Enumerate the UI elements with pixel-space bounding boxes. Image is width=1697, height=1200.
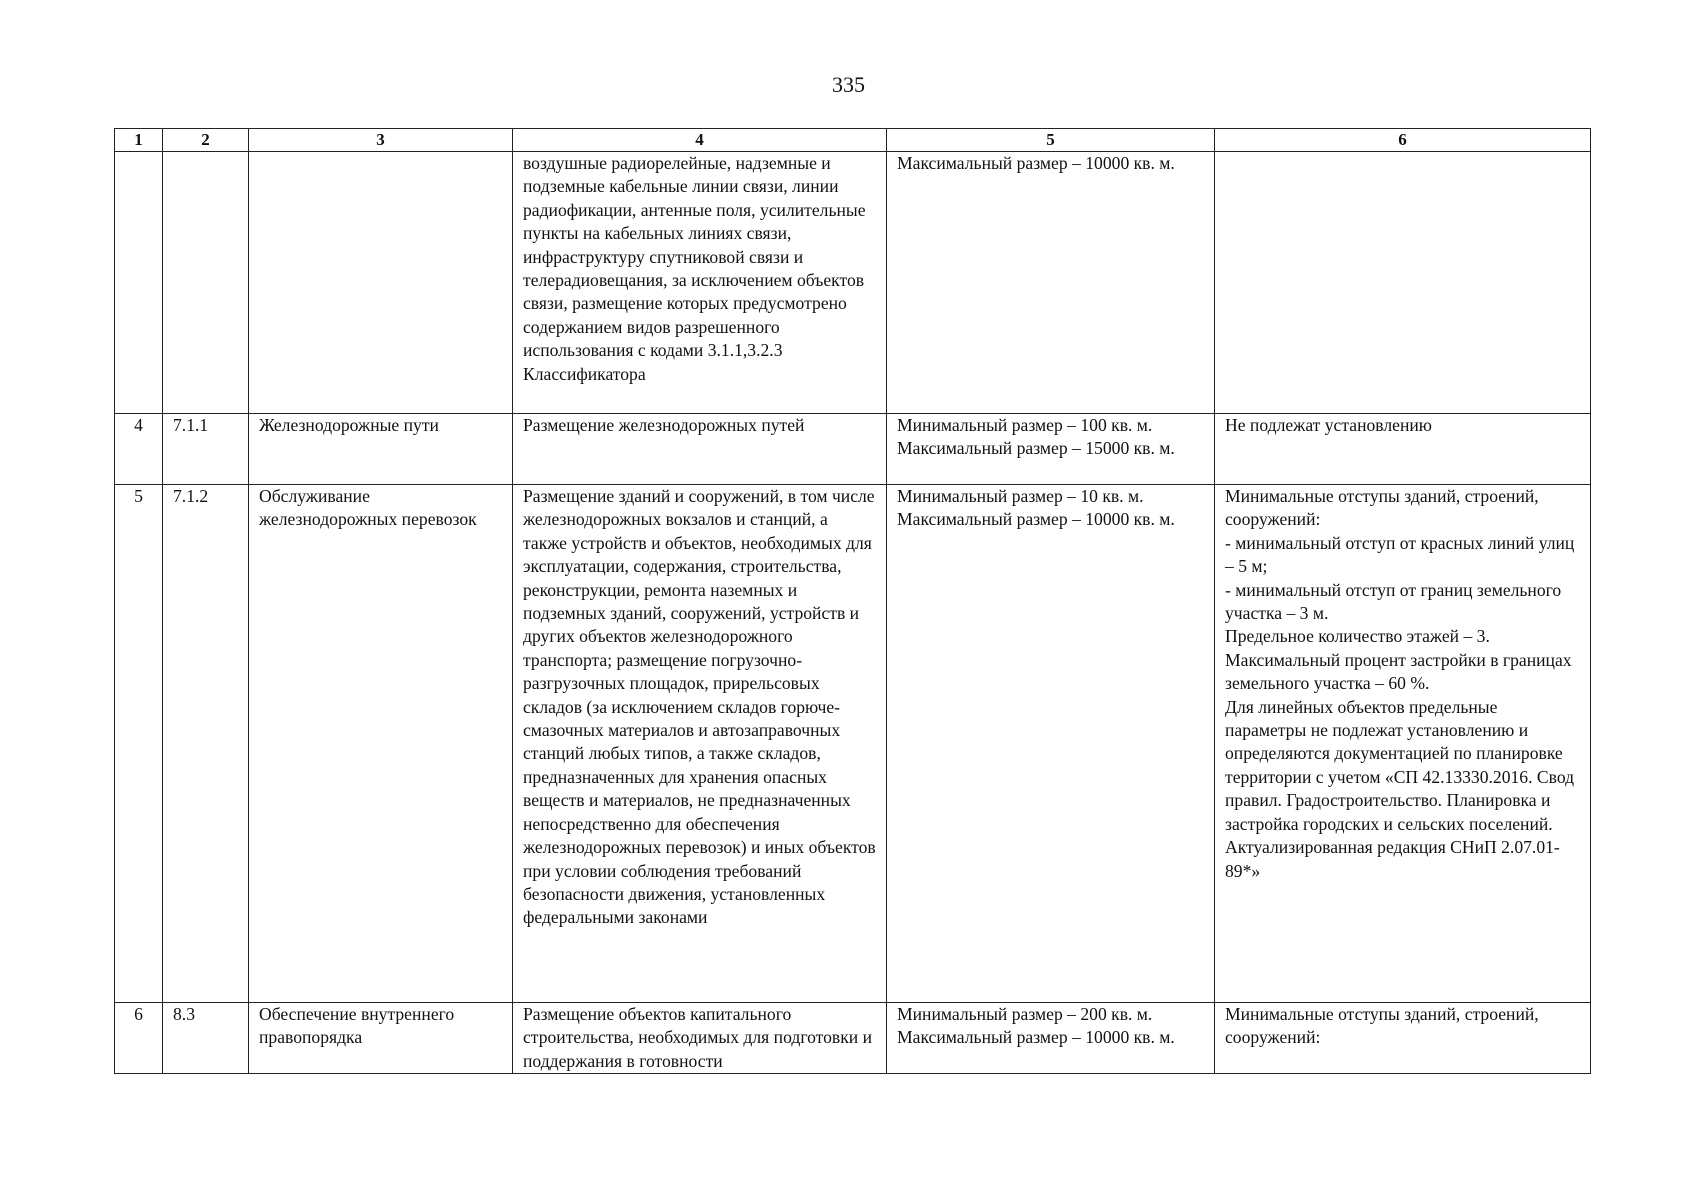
row-number-cell: 6	[115, 1003, 163, 1074]
code-cell: 8.3	[163, 1003, 249, 1074]
page-number: 335	[832, 72, 865, 97]
plot-size-cell: Максимальный размер – 10000 кв. м.	[887, 152, 1215, 414]
plot-size-cell: Минимальный размер – 100 кв. м. Максимальный размер – 15000 кв. м.	[887, 414, 1215, 485]
description-cell: Размещение зданий и сооружений, в том числе железнодорожных вокзалов и станций, а также устройств и объектов, необходимых для эксплуатации, содержания, строительства, реконструкции, ремонта наземных и подземных зданий, сооружений, устройств и других объектов железнодорожного транспорта; размещение погрузочно-разгрузочных площадок, прирельсовых складов (за исключением складов горюче-смазочных материалов и автозаправочных станций любых типов, а также складов, предназначенных для хранения опасных веществ и материалов, не предназначенных непосредственно для обеспечения железнодорожных перевозок) и иных объектов при условии соблюдения требований безопасности движения, установленных федеральными законами	[513, 485, 887, 1003]
parameters-cell: Минимальные отступы зданий, строений, сооружений: - минимальный отступ от красных линий улиц – 5 м; - минимальный отступ от границ земельного участка – 3 м. Предельное количество этажей – 3. Максимальный процент застройки в границах земельного участка – 60 %. Для линейных объектов предельные параметры не подлежат установлению и определяются документацией по планировке территории с учетом «СП 42.13330.2016. Свод правил. Градостроительство. Планировка и застройка городских и сельских поселений. Актуализированная редакция СНиП 2.07.01-89*»	[1215, 485, 1591, 1003]
code-cell	[163, 152, 249, 414]
column-header: 5	[887, 129, 1215, 152]
row-number-cell	[115, 152, 163, 414]
plot-size-cell: Минимальный размер – 10 кв. м. Максимальный размер – 10000 кв. м.	[887, 485, 1215, 1003]
table-row	[115, 152, 1591, 414]
table-header-row	[115, 129, 1591, 152]
row-number-cell: 5	[115, 485, 163, 1003]
description-cell: Размещение объектов капитального строительства, необходимых для подготовки и поддержания в готовности	[513, 1003, 887, 1074]
code-cell: 7.1.2	[163, 485, 249, 1003]
usage-name-cell: Обслуживание железнодорожных перевозок	[249, 485, 513, 1003]
parameters-cell	[1215, 152, 1591, 414]
table-row	[115, 485, 1591, 1003]
column-header: 3	[249, 129, 513, 152]
usage-name-cell: Железнодорожные пути	[249, 414, 513, 485]
code-cell: 7.1.1	[163, 414, 249, 485]
column-header: 4	[513, 129, 887, 152]
description-cell: Размещение железнодорожных путей	[513, 414, 887, 485]
usage-name-cell: Обеспечение внутреннего правопорядка	[249, 1003, 513, 1074]
description-cell: воздушные радиорелейные, надземные и подземные кабельные линии связи, линии радиофикации, антенные поля, усилительные пункты на кабельных линиях связи, инфраструктуру спутниковой связи и телерадиовещания, за исключением объектов связи, размещение которых предусмотрено содержанием видов разрешенного использования с кодами 3.1.1,3.2.3 Классификатора	[513, 152, 887, 414]
table-row	[115, 1003, 1591, 1074]
plot-size-cell: Минимальный размер – 200 кв. м. Максимальный размер – 10000 кв. м.	[887, 1003, 1215, 1074]
usage-name-cell	[249, 152, 513, 414]
column-header: 2	[163, 129, 249, 152]
row-number-cell: 4	[115, 414, 163, 485]
column-header: 1	[115, 129, 163, 152]
parameters-cell: Минимальные отступы зданий, строений, сооружений:	[1215, 1003, 1591, 1074]
regulation-table	[114, 128, 1591, 1074]
column-header: 6	[1215, 129, 1591, 152]
parameters-cell: Не подлежат установлению	[1215, 414, 1591, 485]
table-row	[115, 414, 1591, 485]
